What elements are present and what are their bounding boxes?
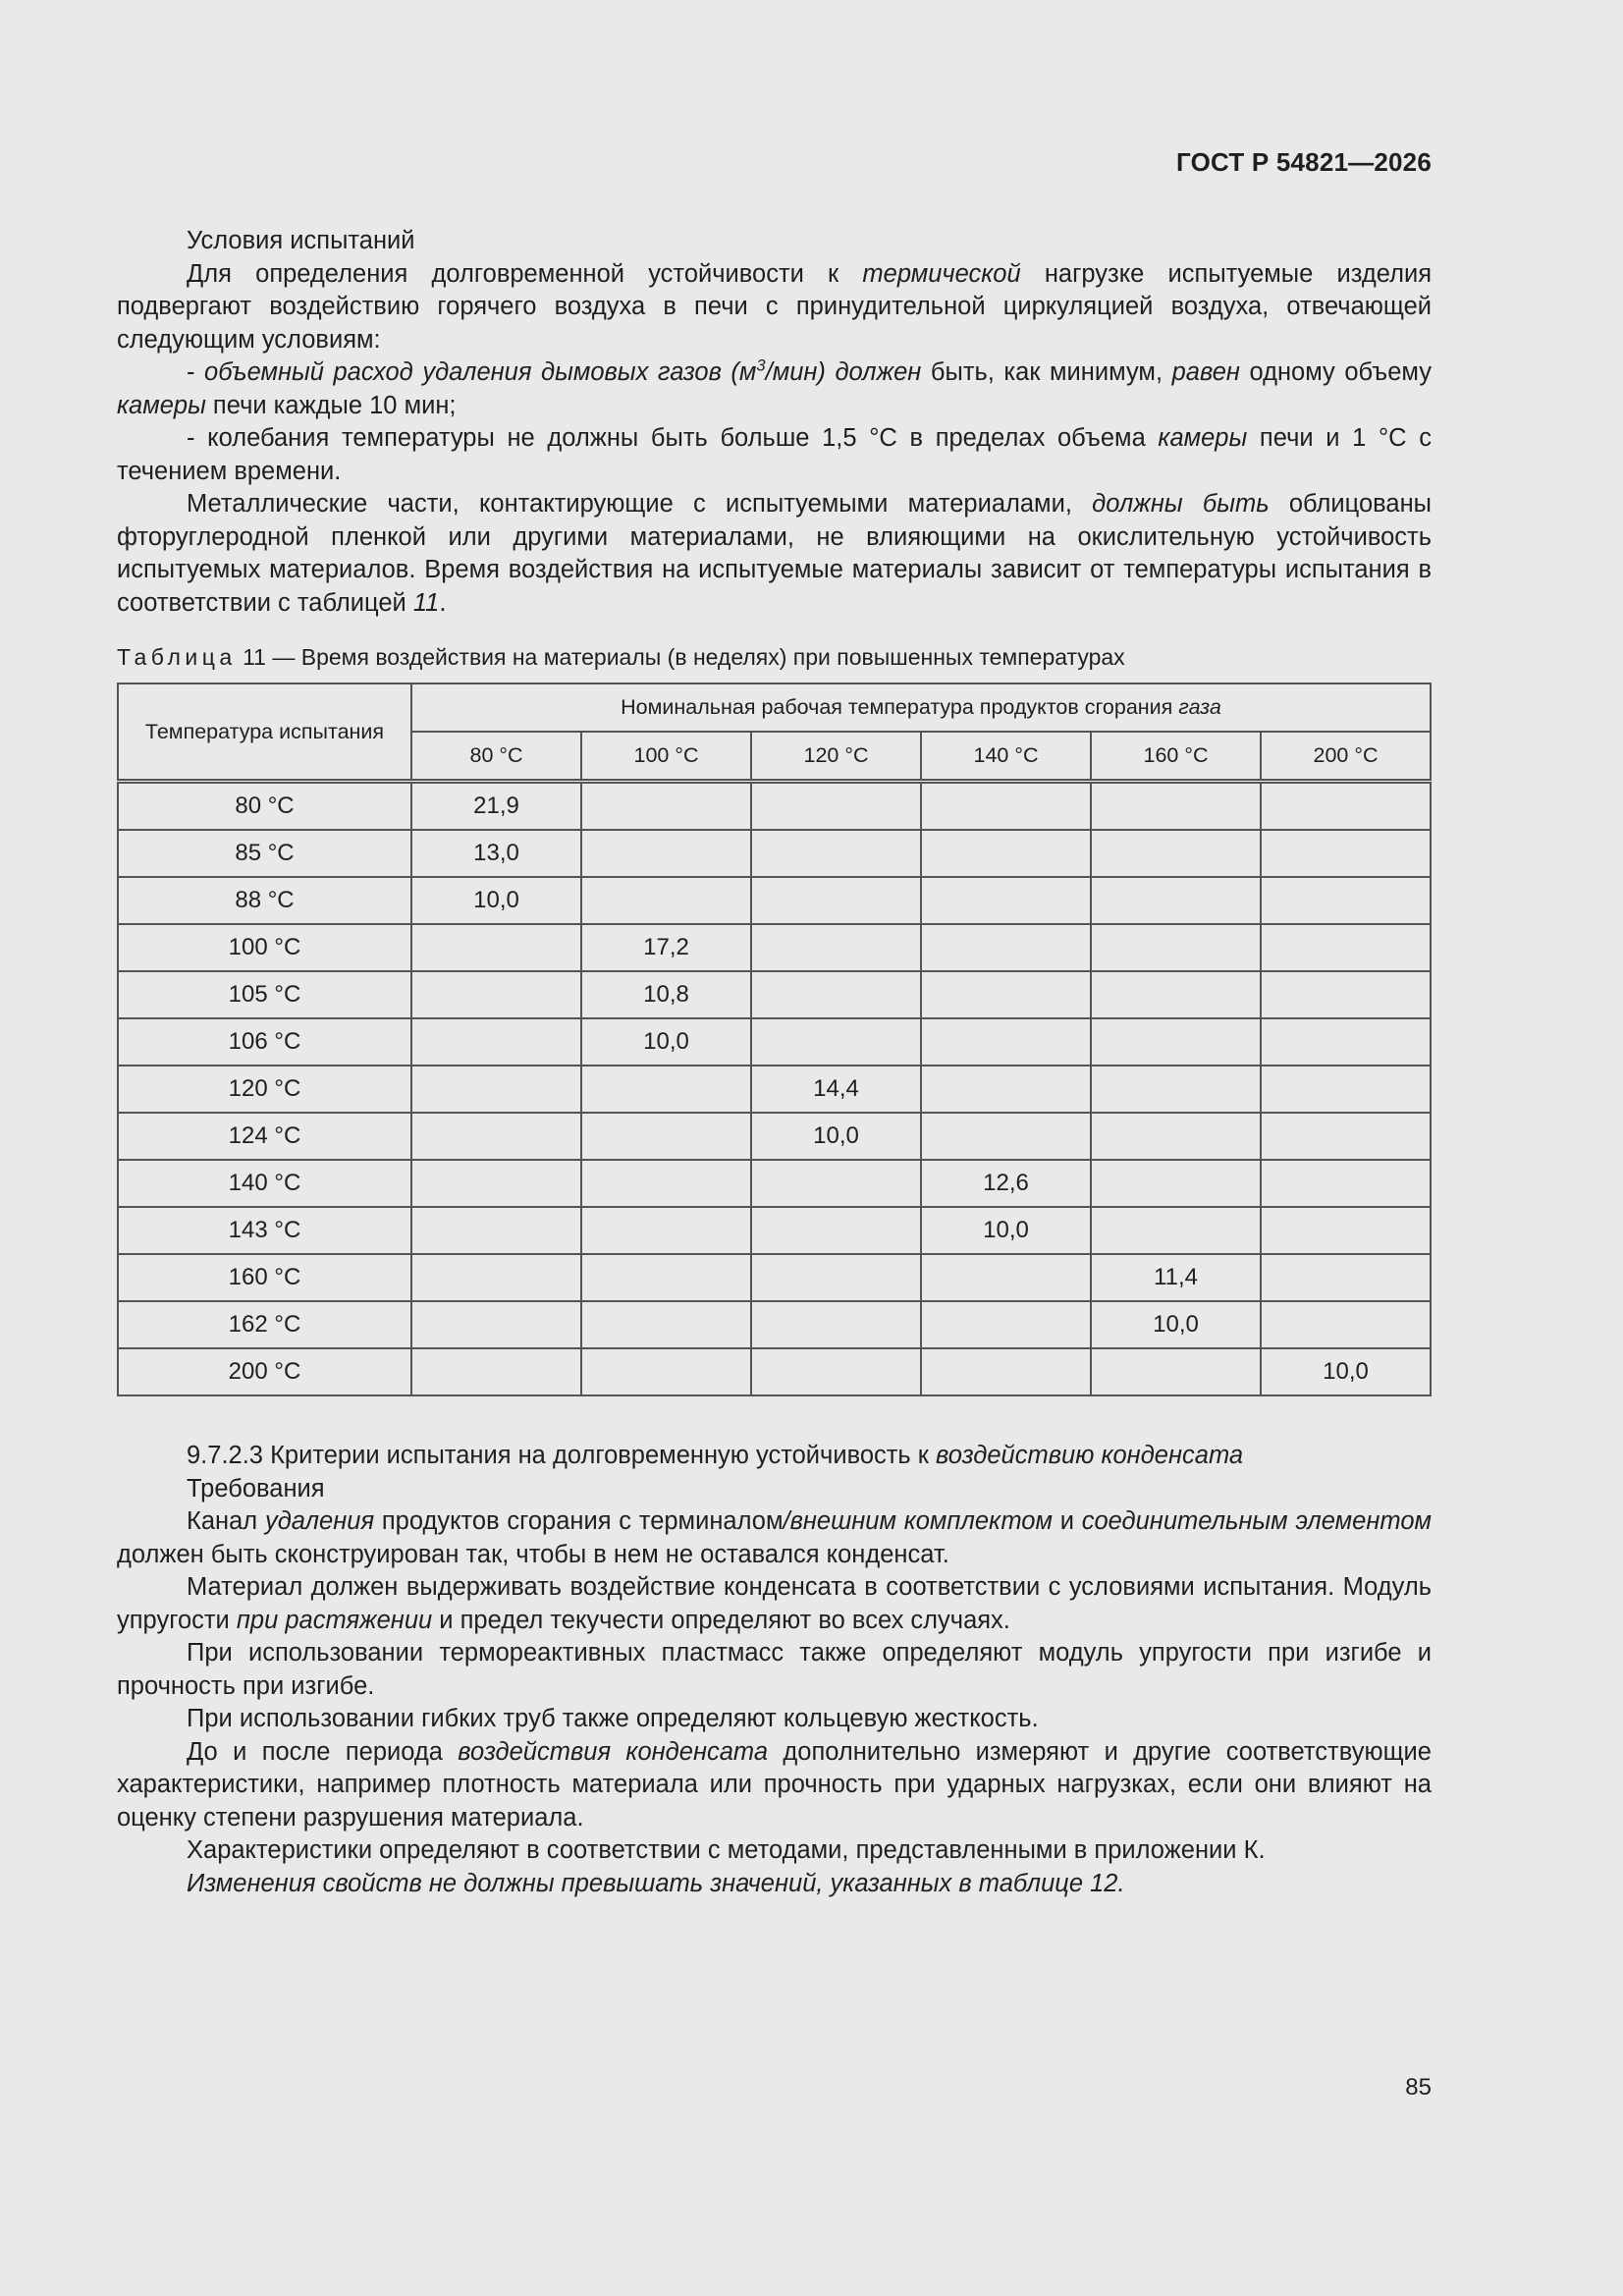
table-cell (581, 1301, 751, 1348)
table-cell (1091, 830, 1261, 877)
table-cell (921, 782, 1091, 831)
table-cell (1261, 1066, 1431, 1113)
table-cell (921, 830, 1091, 877)
row-label: 200 °C (118, 1348, 411, 1395)
table-cell (1091, 1207, 1261, 1254)
table-cell (411, 1207, 581, 1254)
paragraph: Материал должен выдерживать воздействие конденсата в соответствии с условиями испытания. Модуль упругости при растяжении и предел текучести определяют во всех случаях. (117, 1573, 1432, 1634)
table-cell: 11,4 (1091, 1254, 1261, 1301)
paragraph: Характеристики определяют в соответствии с методами, представленными в приложении К. (187, 1836, 1266, 1864)
table-cell (1261, 971, 1431, 1018)
row-label: 140 °C (118, 1160, 411, 1207)
table-cell (921, 1348, 1091, 1395)
table-row (118, 1301, 1431, 1348)
table-cell (921, 877, 1091, 924)
section-heading-condensate: 9.7.2.3 Критерии испытания на долговременную устойчивость к воздействию конденсата (187, 1442, 1244, 1469)
table-cell (1091, 1348, 1261, 1395)
column-header: 140 °C (921, 732, 1091, 782)
paragraph: Для определения долговременной устойчивости к термической нагрузке испытуемые изделия подвергают воздействию горячего воздуха в печи с принудительной циркуляцией воздуха, отвечающей следующим условиям: (117, 259, 1433, 354)
section-test-conditions (117, 225, 1432, 620)
subheading-requirements: Требования (187, 1474, 325, 1503)
table-cell (581, 830, 751, 877)
row-label: 143 °C (118, 1207, 411, 1254)
table-cell: 10,0 (921, 1207, 1091, 1254)
column-header: 120 °C (751, 732, 921, 782)
table-cell (751, 782, 921, 831)
table-row (118, 1113, 1431, 1160)
table-cell (1091, 782, 1261, 831)
table-cell (921, 1254, 1091, 1301)
table-cell (411, 1018, 581, 1066)
table-cell (411, 1160, 581, 1207)
table-cell (581, 1113, 751, 1160)
table-cell: 21,9 (411, 782, 581, 831)
list-item: - объемный расход удаления дымовых газов $(м^3/мин)$ должен быть, как минимум, равен одному объему камеры печи каждые 10 мин; (117, 355, 1432, 419)
table-caption (117, 642, 1432, 672)
page-number: 85 (1405, 2074, 1432, 2101)
row-label: 120 °C (118, 1066, 411, 1113)
group-header-nominal-temperature: Номинальная рабочая температура продуктов сгорания газа (411, 683, 1431, 732)
table-cell: 10,8 (581, 971, 751, 1018)
table-cell (751, 1207, 921, 1254)
table-cell (1261, 1018, 1431, 1066)
table-row (118, 1207, 1431, 1254)
table-cell (581, 1066, 751, 1113)
table-cell (921, 1113, 1091, 1160)
table-row (118, 924, 1431, 971)
row-label: 100 °C (118, 924, 411, 971)
table-cell: 13,0 (411, 830, 581, 877)
table-cell (1261, 924, 1431, 971)
table-row (118, 877, 1431, 924)
table-cell (1091, 971, 1261, 1018)
table-row (118, 830, 1431, 877)
row-label: 88 °C (118, 877, 411, 924)
table-cell: 10,0 (411, 877, 581, 924)
table-cell (1091, 1066, 1261, 1113)
paragraph: Канал удаления продуктов сгорания с терминалом/внешним комплектом и соединительным элементом должен быть сконструирован так, чтобы в нем не оставался конденсат. (117, 1507, 1432, 1568)
table-cell (581, 1348, 751, 1395)
table-row (118, 1066, 1431, 1113)
paragraph: До и после периода воздействия конденсата дополнительно измеряют и другие соответствующие характеристики, например плотность материала или прочность при ударных нагрузках, если они влияют на оценку степени разрушения материала. (117, 1737, 1432, 1831)
row-label: 80 °C (118, 782, 411, 831)
table-caption-word: Таблица (117, 644, 237, 670)
table-cell (751, 877, 921, 924)
table-row (118, 1160, 1431, 1207)
table-cell (921, 1066, 1091, 1113)
table-cell (751, 924, 921, 971)
table-cell (581, 877, 751, 924)
table-cell (921, 1018, 1091, 1066)
table-cell (751, 1018, 921, 1066)
table-cell (411, 1301, 581, 1348)
column-header: 100 °C (581, 732, 751, 782)
row-label: 124 °C (118, 1113, 411, 1160)
table-cell (581, 782, 751, 831)
table-cell: 17,2 (581, 924, 751, 971)
table-cell (751, 1301, 921, 1348)
column-header: 80 °C (411, 732, 581, 782)
column-header: 200 °C (1261, 732, 1431, 782)
table-cell: 10,0 (581, 1018, 751, 1066)
table-cell (751, 1160, 921, 1207)
table-cell (411, 971, 581, 1018)
table-cell (921, 971, 1091, 1018)
table-cell (1261, 1113, 1431, 1160)
row-header-test-temperature: Температура испытания (118, 683, 411, 782)
table-cell (411, 924, 581, 971)
section-heading-test-conditions: Условия испытаний (187, 227, 415, 254)
column-header: 160 °C (1091, 732, 1261, 782)
table-cell (751, 830, 921, 877)
table-cell (1091, 1113, 1261, 1160)
paragraph: При использовании термореактивных пластмасс также определяют модуль упругости при изгибе и прочность при изгибе. (117, 1639, 1432, 1700)
table-cell (411, 1113, 581, 1160)
table-cell: 14,4 (751, 1066, 921, 1113)
table-row (118, 971, 1431, 1018)
table-cell (1261, 1301, 1431, 1348)
table-cell: 10,0 (1261, 1348, 1431, 1395)
table-cell: 12,6 (921, 1160, 1091, 1207)
table-cell (751, 1254, 921, 1301)
row-label: 160 °C (118, 1254, 411, 1301)
table-cell (751, 971, 921, 1018)
table-cell: 10,0 (1091, 1301, 1261, 1348)
table-cell (1261, 877, 1431, 924)
table-cell (411, 1254, 581, 1301)
table-cell (1091, 877, 1261, 924)
table-row (118, 1348, 1431, 1395)
table-cell (581, 1254, 751, 1301)
table-cell (1261, 830, 1431, 877)
table-row (118, 1254, 1431, 1301)
table-cell (1091, 924, 1261, 971)
table-cell (1261, 1207, 1431, 1254)
table-cell (411, 1066, 581, 1113)
table-cell (751, 1348, 921, 1395)
list-item: - колебания температуры не должны быть больше 1,5 °C в пределах объема камеры печи и 1 °C с течением времени. (117, 424, 1432, 485)
table-cell (1261, 1160, 1431, 1207)
document-code: ГОСТ Р 54821—2026 (1176, 147, 1432, 177)
table-cell (411, 1348, 581, 1395)
table-cell (581, 1207, 751, 1254)
section-condensate-criteria (117, 1440, 1432, 1900)
table-cell: 10,0 (751, 1113, 921, 1160)
row-label: 105 °C (118, 971, 411, 1018)
table-cell (1091, 1018, 1261, 1066)
table-row (118, 1018, 1431, 1066)
table-cell (921, 924, 1091, 971)
table-caption-text: 11 — Время воздействия на материалы (в неделях) при повышенных температурах (243, 644, 1125, 670)
paragraph: Изменения свойств не должны превышать значений, указанных в таблице 12. (187, 1869, 1125, 1897)
table-cell (921, 1301, 1091, 1348)
exposure-time-table (117, 683, 1432, 1396)
table-cell (1091, 1160, 1261, 1207)
paragraph: При использовании гибких труб также определяют кольцевую жесткость. (187, 1705, 1039, 1732)
paragraph: Металлические части, контактирующие с испытуемыми материалами, должны быть облицованы фторуглеродной пленкой или другими материалами, не влияющими на окислительную устойчивость испытуемых материалов. Время воздействия на испытуемые материалы зависит от температуры испытания в соответствии с таблицей 11. (117, 490, 1432, 617)
table-cell (1261, 782, 1431, 831)
row-label: 85 °C (118, 830, 411, 877)
table-cell (1261, 1254, 1431, 1301)
table-row (118, 782, 1431, 831)
row-label: 106 °C (118, 1018, 411, 1066)
row-label: 162 °C (118, 1301, 411, 1348)
table-cell (581, 1160, 751, 1207)
